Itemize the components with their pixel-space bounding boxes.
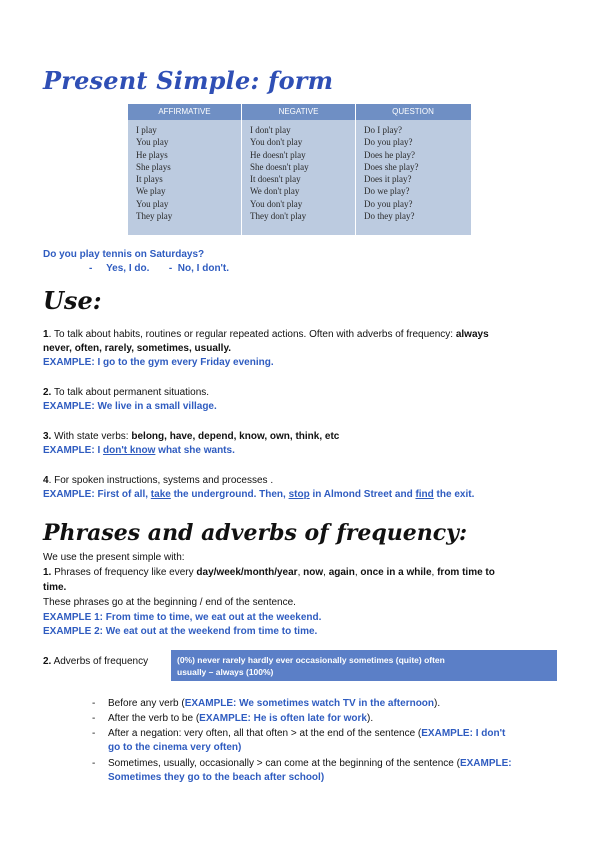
example-text: what she wants. — [155, 445, 235, 456]
use-1-adverbs: never, often, rarely, sometimes, usually. — [43, 343, 232, 354]
answer-dash: - — [89, 263, 93, 274]
bullet-example: EXAMPLE: He is often late for work — [199, 713, 367, 724]
table-cell: It doesn't play — [250, 174, 301, 185]
table-cell: You play — [136, 137, 169, 148]
separator: , — [431, 567, 438, 578]
use-3-example — [43, 444, 235, 458]
table-cell: I play — [136, 125, 157, 135]
item-number: 2. — [43, 656, 52, 667]
adverbs-text: Adverbs of frequency — [51, 656, 149, 667]
table-cell: Does she play? — [364, 161, 419, 172]
example-underlined: don't know — [103, 445, 156, 456]
item-number: 1 — [43, 329, 49, 340]
phrases-example-2: EXAMPLE 2: We eat out at the weekend from time to time. — [43, 626, 318, 637]
example-text: the exit. — [433, 489, 475, 500]
item-number: 4 — [43, 475, 49, 486]
bullet-dash: - — [92, 698, 96, 709]
item-number: 1. — [43, 567, 52, 578]
separator: , — [297, 567, 304, 578]
bullet-text: Sometimes, usually, occasionally > can come at the beginning of the sentence ( — [108, 758, 460, 769]
use-1-adverb: always — [455, 329, 489, 340]
phrase-bold: day/week/month/year — [196, 567, 298, 578]
bullet-text: ). — [366, 713, 374, 724]
answer-yes: Yes, I do. — [106, 263, 150, 274]
phrase-bold: once in a while — [360, 567, 432, 578]
negative-column — [242, 120, 356, 235]
use-1-text: . To talk about habits, routines or regular repeated actions. Often with adverbs of frequency: — [48, 329, 456, 340]
use-3-text: With state verbs: — [51, 431, 132, 442]
table-cell: We play — [136, 186, 166, 197]
use-3-line — [43, 430, 339, 444]
table-cell: He plays — [136, 149, 168, 160]
bullet-example: EXAMPLE: We sometimes watch TV in the afternoon — [184, 698, 435, 709]
phrases-1-cont: time. — [43, 582, 67, 593]
phrase-bold: again — [328, 567, 355, 578]
adverbs-label — [43, 655, 148, 669]
conjugation-table — [128, 104, 471, 235]
table-cell: It plays — [136, 174, 163, 185]
table-cell: She plays — [136, 161, 171, 172]
table-cell: He doesn't play — [250, 149, 306, 160]
page-title: Present Simple: form — [43, 66, 334, 95]
example-underlined: stop — [288, 489, 310, 500]
phrases-position: These phrases go at the beginning / end of the sentence. — [43, 597, 296, 608]
use-4-example — [43, 488, 474, 502]
bullet-example: Sometimes they go to the beach after school) — [108, 772, 325, 783]
bullet-example: EXAMPLE: — [459, 758, 512, 769]
example-answers — [89, 262, 229, 276]
bullet-text: After a negation: very often, all that often > at the end of the sentence ( — [108, 728, 422, 739]
table-cell: You play — [136, 198, 169, 209]
item-number: 2. — [43, 387, 52, 398]
use-4-line — [43, 474, 273, 488]
table-cell: I don't play — [250, 125, 291, 135]
phrase-bold: from time to — [437, 567, 495, 578]
example-question: Do you play tennis on Saturdays? — [43, 249, 205, 260]
table-cell: Do you play? — [364, 137, 413, 148]
table-cell: You don't play — [250, 198, 303, 209]
phrase-bold: now — [303, 567, 324, 578]
example-underlined: find — [415, 489, 434, 500]
question-column — [356, 120, 470, 235]
table-cell: We don't play — [250, 186, 300, 197]
example-underlined: take — [150, 489, 171, 500]
table-cell: They don't play — [250, 211, 307, 222]
bullet-text: After the verb to be ( — [108, 713, 200, 724]
bullet-text: ). — [434, 698, 441, 709]
bullet-dash: - — [92, 758, 96, 769]
use-1-example: EXAMPLE: I go to the gym every Friday evening. — [43, 357, 274, 368]
table-cell: Do we play? — [364, 186, 410, 197]
item-number: 3. — [43, 431, 52, 442]
table-header — [128, 104, 471, 120]
example-text: in Almond Street and — [309, 489, 416, 500]
header-negative: NEGATIVE — [242, 104, 356, 120]
bullet-dash: - — [92, 713, 96, 724]
separator: , — [323, 567, 329, 578]
frequency-scale-line: (0%) never rarely hardly ever occasionally sometimes (quite) often — [177, 655, 445, 665]
example-text: EXAMPLE: I — [43, 445, 104, 456]
use-2-text: To talk about permanent situations. — [51, 387, 210, 398]
table-cell: Do you play? — [364, 198, 413, 209]
example-text: EXAMPLE: First of all, — [43, 489, 151, 500]
example-text: the underground. Then, — [170, 489, 289, 500]
header-affirmative: AFFIRMATIVE — [128, 104, 242, 120]
table-cell: Do they play? — [364, 211, 415, 222]
phrases-intro: We use the present simple with: — [43, 552, 185, 563]
use-heading: Use: — [43, 286, 102, 315]
answer-dash: - — [168, 263, 173, 274]
use-2-line — [43, 386, 209, 400]
answer-no: No, I don't. — [177, 263, 230, 274]
header-question: QUESTION — [392, 107, 434, 116]
frequency-scale-line: usually – always (100%) — [177, 667, 274, 677]
separator: , — [354, 567, 361, 578]
bullet-example: go to the cinema very often) — [108, 742, 242, 753]
bullet-dash: - — [92, 728, 96, 739]
phrases-1-line — [43, 566, 495, 580]
table-cell: She doesn't play — [250, 161, 309, 172]
affirmative-column — [128, 120, 242, 235]
phrases-example-1: EXAMPLE 1: From time to time, we eat out at the weekend. — [43, 612, 322, 623]
phrases-heading: Phrases and adverbs of frequency: — [43, 520, 468, 546]
table-cell: You don't play — [250, 137, 303, 148]
table-cell: Does it play? — [364, 174, 412, 185]
state-verbs: belong, have, depend, know, own, think, etc — [131, 431, 340, 442]
use-1-line — [43, 328, 489, 342]
frequency-scale-box — [171, 650, 557, 681]
bullet-example: EXAMPLE: I don't — [421, 728, 506, 739]
table-cell: Does he play? — [364, 149, 415, 160]
table-cell: Do I play? — [364, 125, 402, 135]
bullet-text: Before any verb ( — [108, 698, 185, 709]
use-2-example: EXAMPLE: We live in a small village. — [43, 401, 217, 412]
use-4-text: . For spoken instructions, systems and processes . — [48, 475, 274, 486]
table-cell: They play — [136, 211, 173, 222]
phrases-1-text: Phrases of frequency like every — [51, 567, 197, 578]
